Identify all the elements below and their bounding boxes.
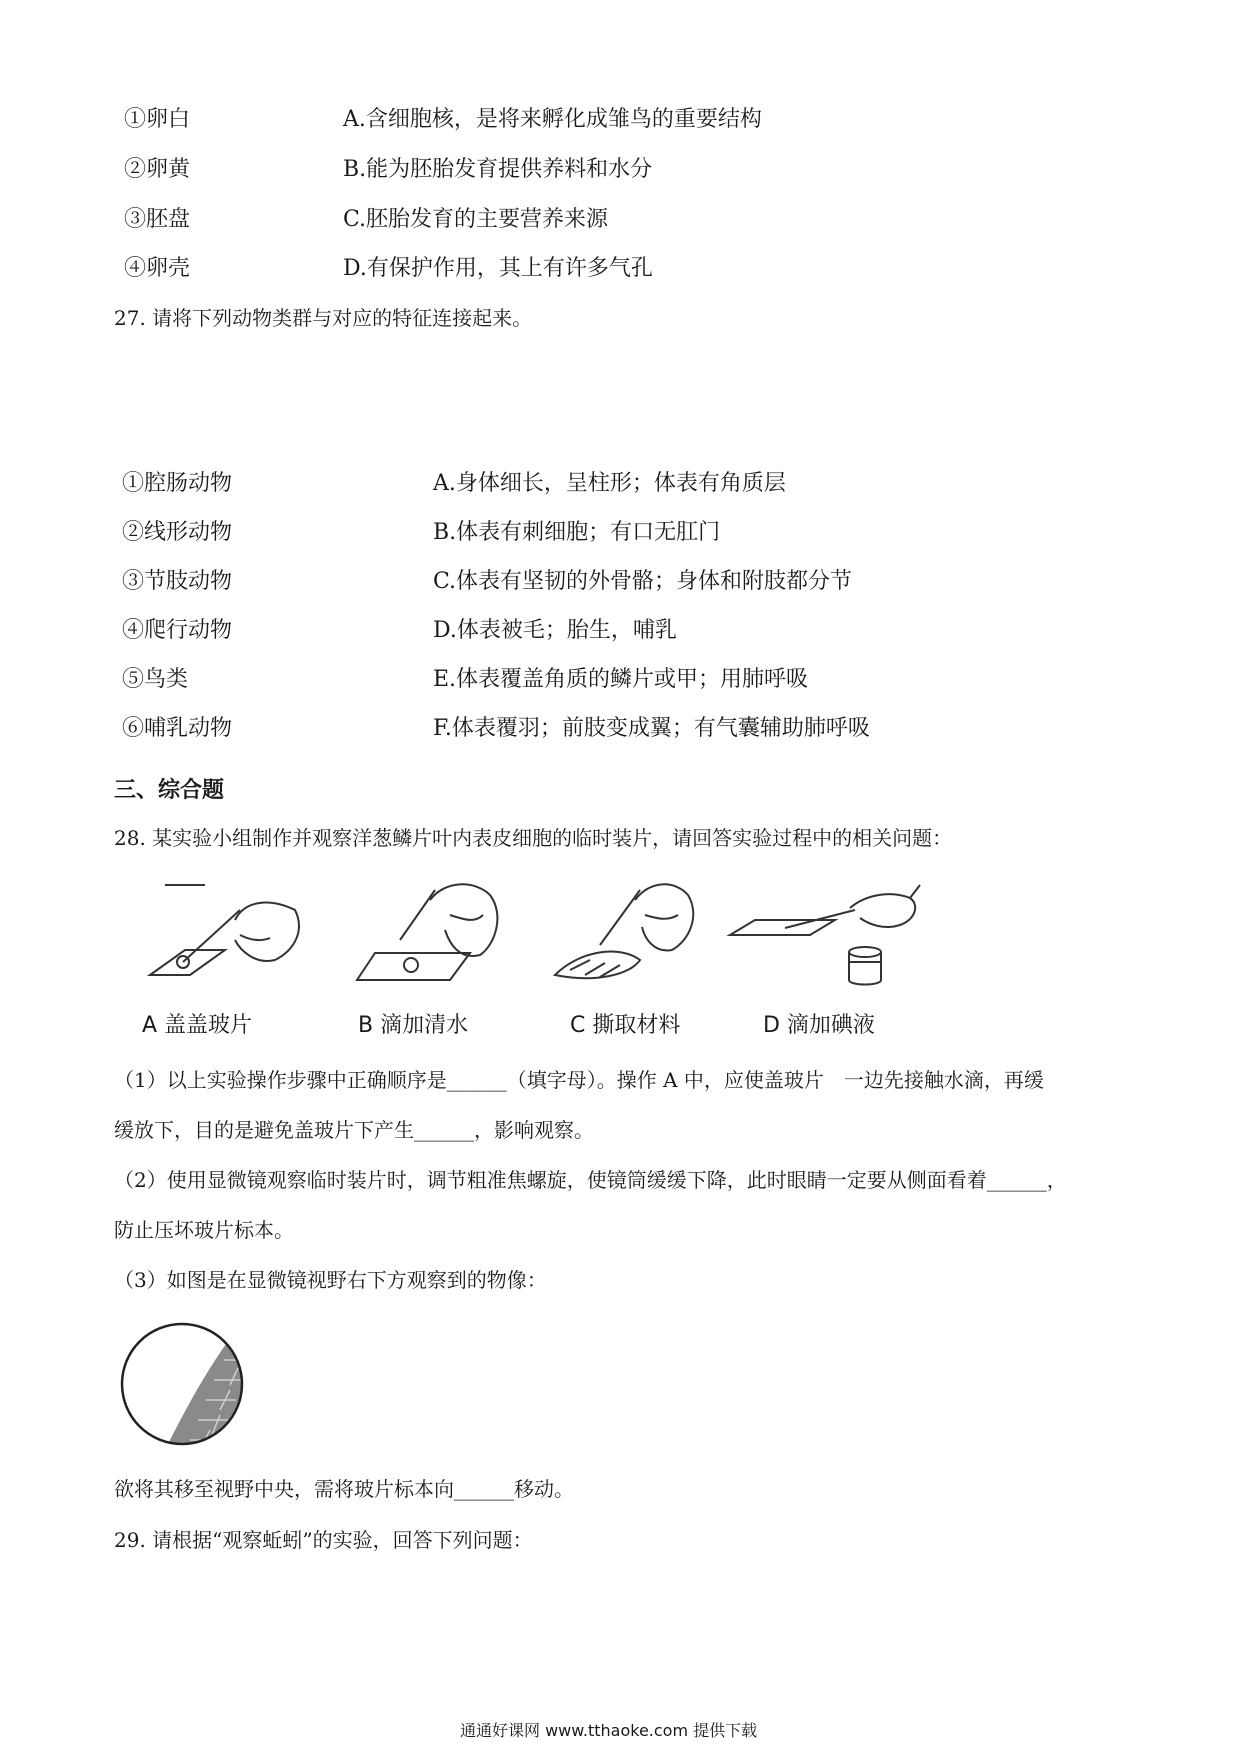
q29-title: 29. 请根据“观察蚯蚓”的实验，回答下列问题： bbox=[114, 1528, 533, 1552]
q28-part1-line2: 缓放下，目的是避免盖玻片下产生______，影响观察。 bbox=[114, 1118, 594, 1142]
q28-part3-answer: 欲将其移至视野中央，需将玻片标本向______移动。 bbox=[114, 1477, 574, 1501]
q28-part2-line2: 防止压坏玻片标本。 bbox=[114, 1218, 294, 1242]
q27-right-6: F.体表覆羽；前肢变成翼；有气囊辅助肺呼吸 bbox=[433, 716, 870, 741]
q27-left-2: ②线形动物 bbox=[122, 520, 233, 545]
q27-left-4: ④爬行动物 bbox=[122, 618, 233, 643]
illustration-c-peel-material bbox=[550, 875, 700, 990]
q27-right-5: E.体表覆盖角质的鳞片或甲；用肺呼吸 bbox=[433, 667, 809, 692]
q27-title: 27. 请将下列动物类群与对应的特征连接起来。 bbox=[114, 306, 533, 330]
illustration-d-add-iodine bbox=[725, 880, 925, 990]
caption-c: C 撕取材料 bbox=[570, 1013, 681, 1038]
illustration-a-cover-slip bbox=[145, 880, 305, 990]
q28-part3: （3）如图是在显微镜视野右下方观察到的物像： bbox=[114, 1268, 547, 1292]
egg-right-1: A.含细胞核，是将来孵化成雏鸟的重要结构 bbox=[343, 107, 762, 132]
caption-d: D 滴加碘液 bbox=[763, 1013, 875, 1038]
caption-b: B 滴加清水 bbox=[358, 1013, 469, 1038]
egg-right-4: D.有保护作用，其上有许多气孔 bbox=[343, 256, 653, 281]
q28-part1-line1: （1）以上实验操作步骤中正确顺序是______（填字母）。操作 A 中，应使盖玻片 一边先接触水滴，再缓 bbox=[114, 1068, 1044, 1092]
egg-left-2: ②卵黄 bbox=[124, 157, 191, 182]
q27-right-3: C.体表有坚韧的外骨骼；身体和附肢都分节 bbox=[433, 569, 853, 594]
q27-right-1: A.身体细长，呈柱形；体表有角质层 bbox=[433, 471, 786, 496]
q27-left-3: ③节肢动物 bbox=[122, 569, 233, 594]
q27-right-2: B.体表有刺细胞；有口无肛门 bbox=[433, 520, 721, 545]
q27-left-5: ⑤鸟类 bbox=[122, 667, 189, 692]
egg-right-2: B.能为胚胎发育提供养料和水分 bbox=[343, 157, 653, 182]
microscope-view-figure bbox=[120, 1320, 250, 1450]
caption-a: A 盖盖玻片 bbox=[142, 1013, 253, 1038]
q27-left-6: ⑥哺乳动物 bbox=[122, 716, 233, 741]
egg-left-3: ③胚盘 bbox=[124, 207, 191, 232]
footer-text: 通通好课网 www.tthaoke.com 提供下载 bbox=[460, 1721, 758, 1740]
q28-title: 28. 某实验小组制作并观察洋葱鳞片叶内表皮细胞的临时装片，请回答实验过程中的相关问题： bbox=[114, 826, 953, 850]
q28-part2-line1: （2）使用显微镜观察临时装片时，调节粗准焦螺旋，使镜筒缓缓下降，此时眼睛一定要从侧面看着______， bbox=[114, 1168, 1067, 1192]
egg-right-3: C.胚胎发育的主要营养来源 bbox=[343, 207, 609, 232]
egg-left-1: ①卵白 bbox=[124, 107, 191, 132]
q27-right-4: D.体表被毛；胎生，哺乳 bbox=[433, 618, 677, 643]
illustration-b-add-water bbox=[355, 875, 515, 990]
egg-left-4: ④卵壳 bbox=[124, 256, 191, 281]
section-title: 三、综合题 bbox=[114, 778, 225, 803]
q27-left-1: ①腔肠动物 bbox=[122, 471, 233, 496]
